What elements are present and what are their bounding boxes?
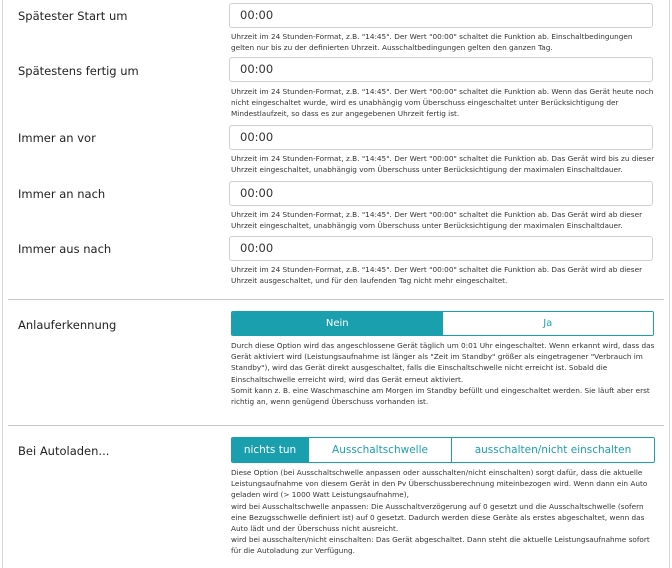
label-anlauferkennung: Anlauferkennung — [18, 318, 117, 332]
input-immer-an-nach[interactable]: 00:00 — [229, 181, 653, 206]
help-autoladen-line-3: wird bei ausschalten/nicht einschalten: Das Gerät abgeschaltet. Dann steht die aktuelle Leistungsaufnahme sofort für die Autoladung zur Verfügung. — [231, 535, 650, 556]
input-immer-aus-nach[interactable]: 00:00 — [229, 236, 653, 261]
autoladen-button-group — [231, 437, 655, 463]
section-divider — [8, 425, 664, 426]
anlauferkennung-toggle — [231, 311, 654, 336]
help-immer-an-nach: Uhrzeit im 24 Stunden-Format, z.B. "14:45". Der Wert "00:00" schaltet die Funktion ab. Das Gerät wird ab dieser Uhrzeit eingeschaltet, unabhängig vom Überschuss unter Berücksichtigung der maximalen Einschaltdauer. — [231, 210, 643, 231]
option-nein[interactable]: Nein — [232, 312, 443, 335]
help-anlauf-line-2: Somit kann z. B. eine Waschmaschine am Morgen im Standby befüllt und eingeschaltet werden. Sie läuft aber erst richtig an, wenn genügend Überschuss vorhanden ist. — [231, 385, 650, 407]
label-immer-an-nach: Immer an nach — [18, 187, 106, 201]
help-anlauferkennung — [231, 340, 655, 407]
option-ausschaltschwelle-anpassen[interactable]: Ausschaltschwelle — [308, 438, 451, 462]
label-immer-aus-nach: Immer aus nach — [18, 242, 112, 256]
label-bei-autoladen: Bei Autoladen... — [18, 444, 110, 458]
label-spaetestens-fertig: Spätestens fertig um — [18, 64, 139, 78]
option-ausschalten-nicht-einschalten[interactable]: ausschalten/nicht einschalten — [451, 438, 654, 462]
help-spaetestens-fertig: Uhrzeit im 24 Stunden-Format, z.B. "14:45". Der Wert "00:00" schaltet die Funktion ab. Wenn das Gerät heute noch nicht eingeschaltet wurde, wird es unabhängig vom Überschuss eingeschaltet unter Berücksichtigung der Mindestlaufzeit, so dass es zur angegebenen Uhrzeit fertig ist. — [231, 87, 654, 119]
option-nichts-tun[interactable]: nichts tun — [232, 438, 308, 462]
help-autoladen — [231, 467, 655, 557]
input-immer-an-vor[interactable]: 00:00 — [229, 125, 653, 150]
label-immer-an-vor: Immer an vor — [18, 131, 96, 145]
option-ja[interactable]: Ja — [443, 312, 654, 335]
help-immer-aus-nach: Uhrzeit im 24 Stunden-Format, z.B. "14:45". Der Wert "00:00" schaltet die Funktion ab. Das Gerät wird ab dieser Uhrzeit ausgeschaltet, und für den laufenden Tag nicht mehr eingeschaltet. — [231, 265, 643, 286]
input-spaetester-start[interactable]: 00:00 — [229, 3, 653, 28]
section-divider — [8, 299, 664, 300]
help-autoladen-line-2: wird bei Ausschaltschwelle anpassen: Die Ausschaltverzögerung auf 0 gesetzt und die Ausschaltschwelle (sofern eine Bezugsschwelle definiert ist) auf 0 gesetzt. Dadurch werden diese Geräte als erstes abgeschaltet, wenn das Auto lädt und der Überschuss nicht ausreicht. — [231, 501, 645, 534]
help-autoladen-line-1: Diese Option (bei Ausschaltschwelle anpassen oder ausschalten/nicht einschalten) sorgt dafür, dass die aktuelle Leistungsaufnahme von diesem Gerät in den Pv Überschussberechnung miteinbezogen wird. Wenn dann ein Auto geladen wird (> 1000 Watt Leistungsaufnahme), — [231, 468, 648, 500]
label-spaetester-start: Spätester Start um — [18, 9, 128, 23]
help-anlauf-line-1: Durch diese Option wird das angeschlossene Gerät täglich um 0:01 Uhr eingeschaltet. Wenn erkannt wird, dass das Gerät aktiviert wird (Leistungsaufnahme ist länger als "Zeit im Standby" größer als eingetragener "Verbrauch im Standby"), wird das Gerät direkt ausgeschaltet, falls die Einschaltschwelle nicht erreicht ist. Sobald die Einschaltschwelle erreicht wird, wird das Gerät erneut aktiviert. — [231, 341, 655, 384]
help-immer-an-vor: Uhrzeit im 24 Stunden-Format, z.B. "14:45". Der Wert "00:00" schaltet die Funktion ab. Das Gerät wird bis zu dieser Uhrzeit eingeschaltet, unabhängig vom Überschuss unter Berücksichtigung der maximalen Einschaltdauer. — [231, 154, 655, 175]
input-spaetestens-fertig[interactable]: 00:00 — [229, 57, 653, 82]
help-spaetester-start: Uhrzeit im 24 Stunden-Format, z.B. "14:45". Der Wert "00:00" schaltet die Funktion ab. Einschaltbedingungen gelten nur bis zu der definierten Uhrzeit. Ausschaltbedingungen gelten den ganzen Tag. — [231, 32, 633, 53]
